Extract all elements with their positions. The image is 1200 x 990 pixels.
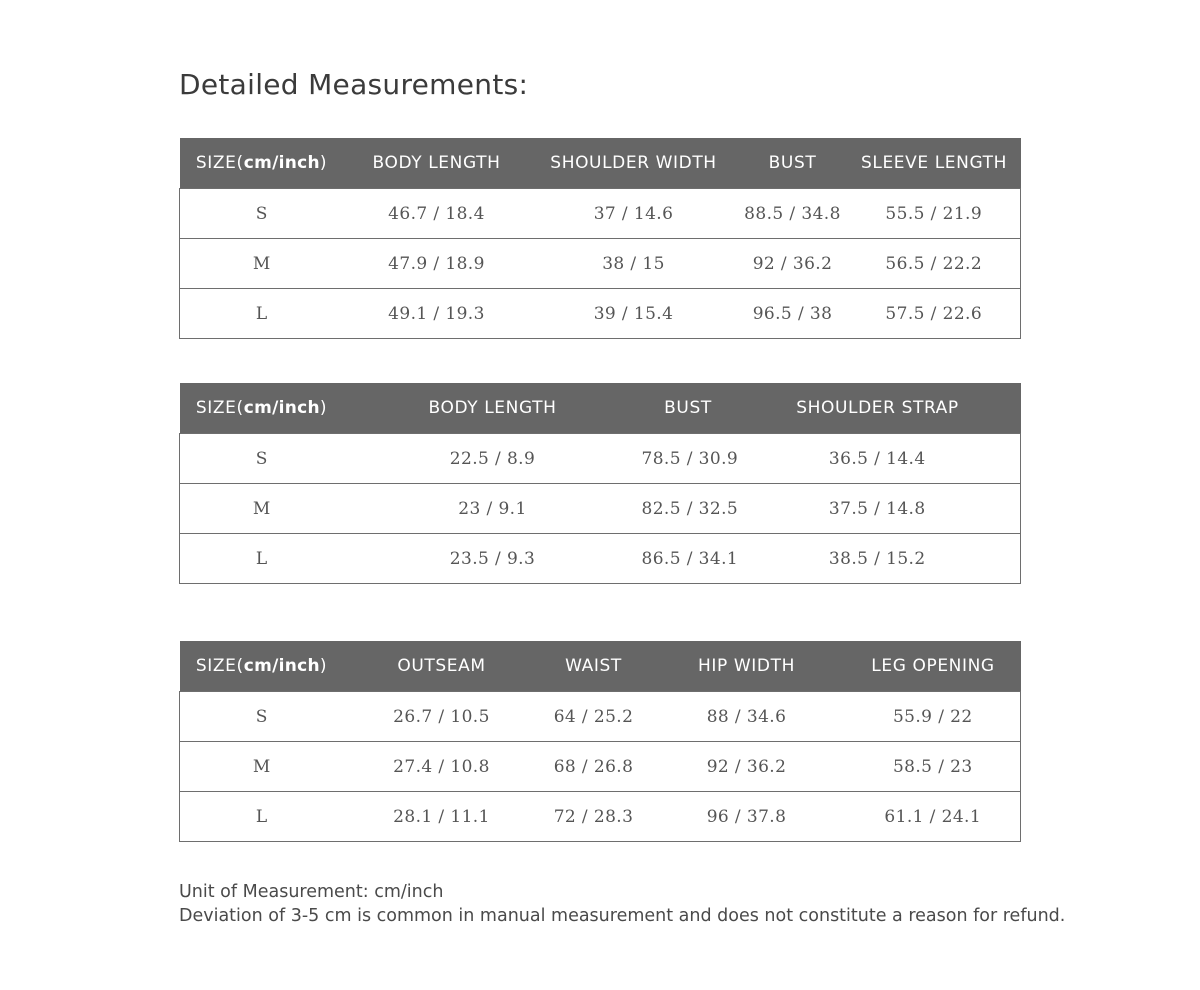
value-cell: 26.7 / 10.5 — [344, 692, 540, 742]
value-cell: 58.5 / 23 — [846, 742, 1021, 792]
value-cell: 56.5 / 22.2 — [848, 239, 1021, 289]
header-body-length: BODY LENGTH — [344, 138, 530, 189]
value-cell: 28.1 / 11.1 — [344, 792, 540, 842]
table-row — [180, 434, 1021, 484]
value-cell: 39 / 15.4 — [530, 289, 738, 339]
page-title: Detailed Measurements: — [179, 68, 529, 101]
value-cell: 64 / 25.2 — [540, 692, 648, 742]
measurement-table-bra — [179, 383, 1021, 584]
value-cell: 23 / 9.1 — [344, 484, 642, 534]
table-row — [180, 692, 1021, 742]
value-cell: 96 / 37.8 — [648, 792, 846, 842]
value-cell: 92 / 36.2 — [738, 239, 848, 289]
value-cell: 88 / 34.6 — [648, 692, 846, 742]
value-cell: 68 / 26.8 — [540, 742, 648, 792]
value-cell: 92 / 36.2 — [648, 742, 846, 792]
value-cell: 22.5 / 8.9 — [344, 434, 642, 484]
table-row — [180, 792, 1021, 842]
header-hip-width: HIP WIDTH — [648, 641, 846, 692]
value-cell: 72 / 28.3 — [540, 792, 648, 842]
measurement-table-bottom — [179, 641, 1021, 842]
measurement-notes — [179, 880, 1065, 928]
header-body-length: BODY LENGTH — [344, 383, 642, 434]
value-cell: 96.5 / 38 — [738, 289, 848, 339]
header-shoulder-width: SHOULDER WIDTH — [530, 138, 738, 189]
size-cell: L — [180, 792, 344, 842]
value-cell: 55.5 / 21.9 — [848, 189, 1021, 239]
size-cell: S — [180, 692, 344, 742]
value-cell: 23.5 / 9.3 — [344, 534, 642, 584]
value-cell: 37.5 / 14.8 — [735, 484, 1021, 534]
table-row — [180, 534, 1021, 584]
value-cell: 27.4 / 10.8 — [344, 742, 540, 792]
header-bust: BUST — [738, 138, 848, 189]
table-header-row — [180, 138, 1021, 189]
size-cell: L — [180, 289, 344, 339]
size-cell: M — [180, 742, 344, 792]
value-cell: 37 / 14.6 — [530, 189, 738, 239]
deviation-note: Deviation of 3-5 cm is common in manual measurement and does not constitute a reason for refund. — [179, 906, 1066, 926]
value-cell: 78.5 / 30.9 — [642, 434, 735, 484]
header-outseam: OUTSEAM — [344, 641, 540, 692]
table-row — [180, 742, 1021, 792]
size-cell: M — [180, 484, 344, 534]
unit-note: Unit of Measurement: cm/inch — [179, 882, 444, 902]
header-sleeve-length: SLEEVE LENGTH — [848, 138, 1021, 189]
table-header-row — [180, 383, 1021, 434]
size-cell: S — [180, 189, 344, 239]
value-cell: 38.5 / 15.2 — [735, 534, 1021, 584]
value-cell: 46.7 / 18.4 — [344, 189, 530, 239]
table-row — [180, 484, 1021, 534]
value-cell: 86.5 / 34.1 — [642, 534, 735, 584]
table-row — [180, 289, 1021, 339]
table-row — [180, 189, 1021, 239]
value-cell: 88.5 / 34.8 — [738, 189, 848, 239]
value-cell: 61.1 / 24.1 — [846, 792, 1021, 842]
value-cell: 57.5 / 22.6 — [848, 289, 1021, 339]
value-cell: 55.9 / 22 — [846, 692, 1021, 742]
header-shoulder-strap: SHOULDER STRAP — [735, 383, 1021, 434]
header-waist: WAIST — [540, 641, 648, 692]
header-bust: BUST — [642, 383, 735, 434]
size-cell: L — [180, 534, 344, 584]
value-cell: 38 / 15 — [530, 239, 738, 289]
header-leg-opening: LEG OPENING — [846, 641, 1021, 692]
header-size: SIZE(cm/inch) — [180, 383, 344, 434]
size-cell: M — [180, 239, 344, 289]
header-size: SIZE(cm/inch) — [180, 641, 344, 692]
table-header-row — [180, 641, 1021, 692]
value-cell: 82.5 / 32.5 — [642, 484, 735, 534]
value-cell: 49.1 / 19.3 — [344, 289, 530, 339]
table-row — [180, 239, 1021, 289]
measurement-table-top — [179, 138, 1021, 339]
value-cell: 36.5 / 14.4 — [735, 434, 1021, 484]
value-cell: 47.9 / 18.9 — [344, 239, 530, 289]
size-cell: S — [180, 434, 344, 484]
header-size: SIZE(cm/inch) — [180, 138, 344, 189]
